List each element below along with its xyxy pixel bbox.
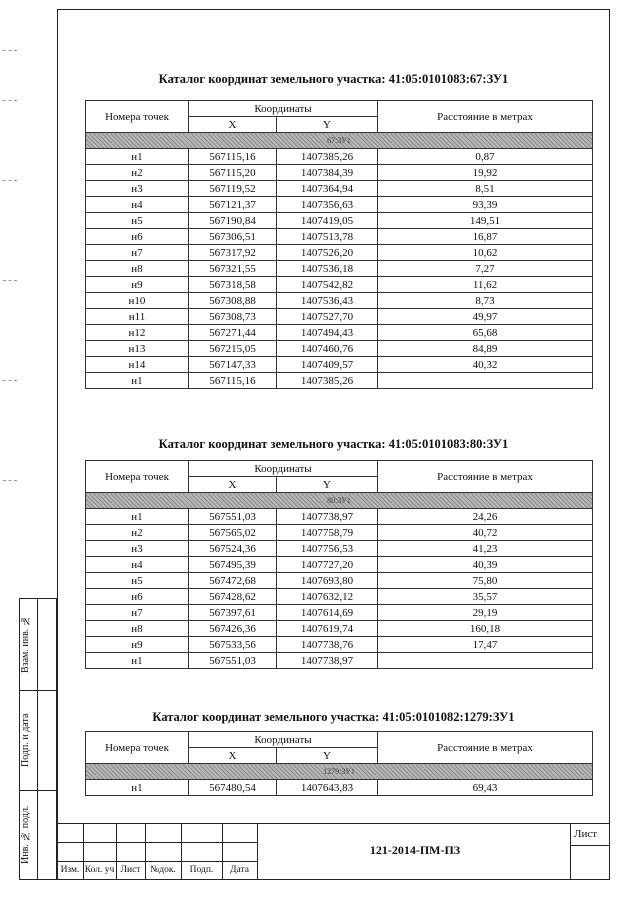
table-row xyxy=(86,541,593,557)
binding-mark xyxy=(3,180,17,181)
col-coords: Координаты xyxy=(189,101,378,117)
cell-distance: 16,87 xyxy=(378,229,593,245)
cell-point: н1 xyxy=(86,373,189,389)
col-points: Номера точек xyxy=(86,461,189,493)
table-title: Каталог координат земельного участка: 41:05:0101082:1279:ЗУ1 xyxy=(152,710,515,724)
cell-distance xyxy=(378,373,593,389)
side-strip-divider xyxy=(19,690,57,691)
col-y: Y xyxy=(277,477,378,493)
table-row xyxy=(86,293,593,309)
cell-point: н1 xyxy=(86,509,189,525)
cell-x: 567565,02 xyxy=(189,525,277,541)
cell-distance: 149,51 xyxy=(378,213,593,229)
cell-point: н8 xyxy=(86,261,189,277)
coordinates-table xyxy=(85,100,593,389)
table-row xyxy=(86,373,593,389)
document-code: 121-2014-ПМ-ПЗ xyxy=(369,843,461,857)
cell-y: 1407693,80 xyxy=(277,573,378,589)
cell-distance: 40,39 xyxy=(378,557,593,573)
cell-y: 1407494,43 xyxy=(277,325,378,341)
stamp-line xyxy=(570,845,610,846)
table-row xyxy=(86,245,593,261)
table-row xyxy=(86,525,593,541)
cell-distance: 0,87 xyxy=(378,149,593,165)
cell-distance: 69,43 xyxy=(378,780,593,796)
binding-mark xyxy=(3,280,17,281)
cell-x: 567317,92 xyxy=(189,245,277,261)
cell-y: 1407542,82 xyxy=(277,277,378,293)
cell-distance: 84,89 xyxy=(378,341,593,357)
cell-x: 567533,56 xyxy=(189,637,277,653)
cell-point: н1 xyxy=(86,780,189,796)
cell-y: 1407513,78 xyxy=(277,229,378,245)
stamp-col-podp: Подп. xyxy=(189,865,214,875)
cell-y: 1407632,12 xyxy=(277,589,378,605)
table-row xyxy=(86,621,593,637)
cell-x: 567551,03 xyxy=(189,509,277,525)
cell-point: н1 xyxy=(86,653,189,669)
cell-x: 567115,16 xyxy=(189,373,277,389)
cell-point: н3 xyxy=(86,181,189,197)
cell-y: 1407460,76 xyxy=(277,341,378,357)
table-row xyxy=(86,261,593,277)
cell-point: н4 xyxy=(86,197,189,213)
cell-point: н2 xyxy=(86,165,189,181)
col-x: X xyxy=(189,117,277,133)
cell-y: 1407758,79 xyxy=(277,525,378,541)
cell-point: н9 xyxy=(86,277,189,293)
table-row xyxy=(86,197,593,213)
binding-mark xyxy=(3,380,17,381)
stamp-line xyxy=(570,823,571,880)
table-title: Каталог координат земельного участка: 41:05:0101083:67:ЗУ1 xyxy=(158,72,509,86)
cell-y: 1407738,97 xyxy=(277,509,378,525)
cell-distance: 7,27 xyxy=(378,261,593,277)
cell-x: 567524,36 xyxy=(189,541,277,557)
cell-y: 1407614,69 xyxy=(277,605,378,621)
cell-x: 567321,55 xyxy=(189,261,277,277)
col-coords: Координаты xyxy=(189,732,378,748)
side-strip-divider xyxy=(37,598,38,880)
cell-distance: 11,62 xyxy=(378,277,593,293)
binding-mark xyxy=(3,480,17,481)
cell-point: н1 xyxy=(86,149,189,165)
cell-distance: 75,80 xyxy=(378,573,593,589)
cell-y: 1407756,53 xyxy=(277,541,378,557)
cell-point: н6 xyxy=(86,229,189,245)
col-x: X xyxy=(189,477,277,493)
binding-mark xyxy=(3,100,17,101)
coordinates-table xyxy=(85,460,593,669)
cell-distance: 93,39 xyxy=(378,197,593,213)
table-row xyxy=(86,589,593,605)
table-row xyxy=(86,780,593,796)
col-y: Y xyxy=(277,748,378,764)
table-row xyxy=(86,309,593,325)
table-row xyxy=(86,229,593,245)
cell-x: 567480,54 xyxy=(189,780,277,796)
cell-point: н12 xyxy=(86,325,189,341)
section-label: 1279:ЗУ1 xyxy=(86,764,593,780)
cell-x: 567428,62 xyxy=(189,589,277,605)
cell-point: н10 xyxy=(86,293,189,309)
cell-x: 567271,44 xyxy=(189,325,277,341)
cell-y: 1407356,63 xyxy=(277,197,378,213)
sheet-label: Лист xyxy=(574,828,598,840)
side-strip-divider xyxy=(19,790,57,791)
cell-distance: 49,97 xyxy=(378,309,593,325)
cell-point: н5 xyxy=(86,573,189,589)
col-x: X xyxy=(189,748,277,764)
section-label: 80:ЗУ1 xyxy=(86,493,593,509)
cell-x: 567397,61 xyxy=(189,605,277,621)
cell-distance xyxy=(378,653,593,669)
cell-y: 1407536,18 xyxy=(277,261,378,277)
cell-y: 1407384,39 xyxy=(277,165,378,181)
cell-x: 567215,05 xyxy=(189,341,277,357)
cell-y: 1407738,97 xyxy=(277,653,378,669)
cell-x: 567147,33 xyxy=(189,357,277,373)
cell-distance: 65,68 xyxy=(378,325,593,341)
cell-distance: 8,73 xyxy=(378,293,593,309)
stamp-col-data: Дата xyxy=(230,865,249,875)
label-vzam-inv: Взам. инв. № xyxy=(20,615,31,673)
cell-distance: 160,18 xyxy=(378,621,593,637)
cell-x: 567115,16 xyxy=(189,149,277,165)
table-row xyxy=(86,181,593,197)
table-title: Каталог координат земельного участка: 41:05:0101083:80:ЗУ1 xyxy=(158,437,509,451)
cell-point: н8 xyxy=(86,621,189,637)
cell-point: н14 xyxy=(86,357,189,373)
cell-y: 1407364,94 xyxy=(277,181,378,197)
table-row xyxy=(86,509,593,525)
cell-x: 567495,39 xyxy=(189,557,277,573)
cell-y: 1407385,26 xyxy=(277,149,378,165)
col-points: Номера точек xyxy=(86,101,189,133)
table-row xyxy=(86,213,593,229)
cell-y: 1407643,83 xyxy=(277,780,378,796)
cell-distance: 8,51 xyxy=(378,181,593,197)
table-row xyxy=(86,277,593,293)
col-distance: Расстояние в метрах xyxy=(378,461,593,493)
cell-point: н13 xyxy=(86,341,189,357)
cell-y: 1407619,74 xyxy=(277,621,378,637)
cell-x: 567121,37 xyxy=(189,197,277,213)
table-row xyxy=(86,357,593,373)
table-row xyxy=(86,149,593,165)
table-row xyxy=(86,653,593,669)
cell-distance: 10,62 xyxy=(378,245,593,261)
table-row xyxy=(86,557,593,573)
cell-y: 1407727,20 xyxy=(277,557,378,573)
cell-point: н6 xyxy=(86,589,189,605)
cell-x: 567115,20 xyxy=(189,165,277,181)
cell-distance: 29,19 xyxy=(378,605,593,621)
cell-x: 567551,03 xyxy=(189,653,277,669)
stamp-col-kolch: Кол. уч xyxy=(84,865,115,875)
cell-y: 1407385,26 xyxy=(277,373,378,389)
cell-y: 1407536,43 xyxy=(277,293,378,309)
binding-mark xyxy=(3,50,17,51)
cell-distance: 41,23 xyxy=(378,541,593,557)
coordinates-table xyxy=(85,731,593,796)
cell-distance: 40,72 xyxy=(378,525,593,541)
col-points: Номера точек xyxy=(86,732,189,764)
col-coords: Координаты xyxy=(189,461,378,477)
cell-point: н3 xyxy=(86,541,189,557)
table-row xyxy=(86,325,593,341)
col-distance: Расстояние в метрах xyxy=(378,101,593,133)
cell-x: 567426,36 xyxy=(189,621,277,637)
table-row xyxy=(86,341,593,357)
cell-x: 567318,58 xyxy=(189,277,277,293)
table-row xyxy=(86,573,593,589)
stamp-line xyxy=(57,823,610,824)
cell-point: н9 xyxy=(86,637,189,653)
table-row xyxy=(86,637,593,653)
table-row xyxy=(86,165,593,181)
cell-point: н4 xyxy=(86,557,189,573)
stamp-col-izm: Изм. xyxy=(60,865,80,875)
stamp-line xyxy=(57,842,257,843)
cell-x: 567308,88 xyxy=(189,293,277,309)
table-row xyxy=(86,605,593,621)
cell-x: 567190,84 xyxy=(189,213,277,229)
stamp-line xyxy=(257,823,258,880)
stamp-col-list: Лист xyxy=(120,865,141,875)
cell-y: 1407409,57 xyxy=(277,357,378,373)
stamp-col-ndok: №док. xyxy=(150,865,176,875)
cell-point: н2 xyxy=(86,525,189,541)
label-podp-data: Подп. и дата xyxy=(20,713,31,767)
col-y: Y xyxy=(277,117,378,133)
cell-point: н11 xyxy=(86,309,189,325)
cell-point: н7 xyxy=(86,245,189,261)
cell-x: 567472,68 xyxy=(189,573,277,589)
cell-y: 1407526,20 xyxy=(277,245,378,261)
section-label: 67:ЗУ1 xyxy=(86,133,593,149)
cell-x: 567119,52 xyxy=(189,181,277,197)
cell-distance: 17,47 xyxy=(378,637,593,653)
cell-distance: 24,26 xyxy=(378,509,593,525)
cell-distance: 35,57 xyxy=(378,589,593,605)
cell-point: н5 xyxy=(86,213,189,229)
col-distance: Расстояние в метрах xyxy=(378,732,593,764)
cell-x: 567306,51 xyxy=(189,229,277,245)
cell-distance: 40,32 xyxy=(378,357,593,373)
cell-y: 1407738,76 xyxy=(277,637,378,653)
label-inv-podl: Инв. № подл. xyxy=(20,805,31,865)
cell-x: 567308,73 xyxy=(189,309,277,325)
cell-y: 1407419,05 xyxy=(277,213,378,229)
cell-y: 1407527,70 xyxy=(277,309,378,325)
cell-distance: 19,92 xyxy=(378,165,593,181)
cell-point: н7 xyxy=(86,605,189,621)
